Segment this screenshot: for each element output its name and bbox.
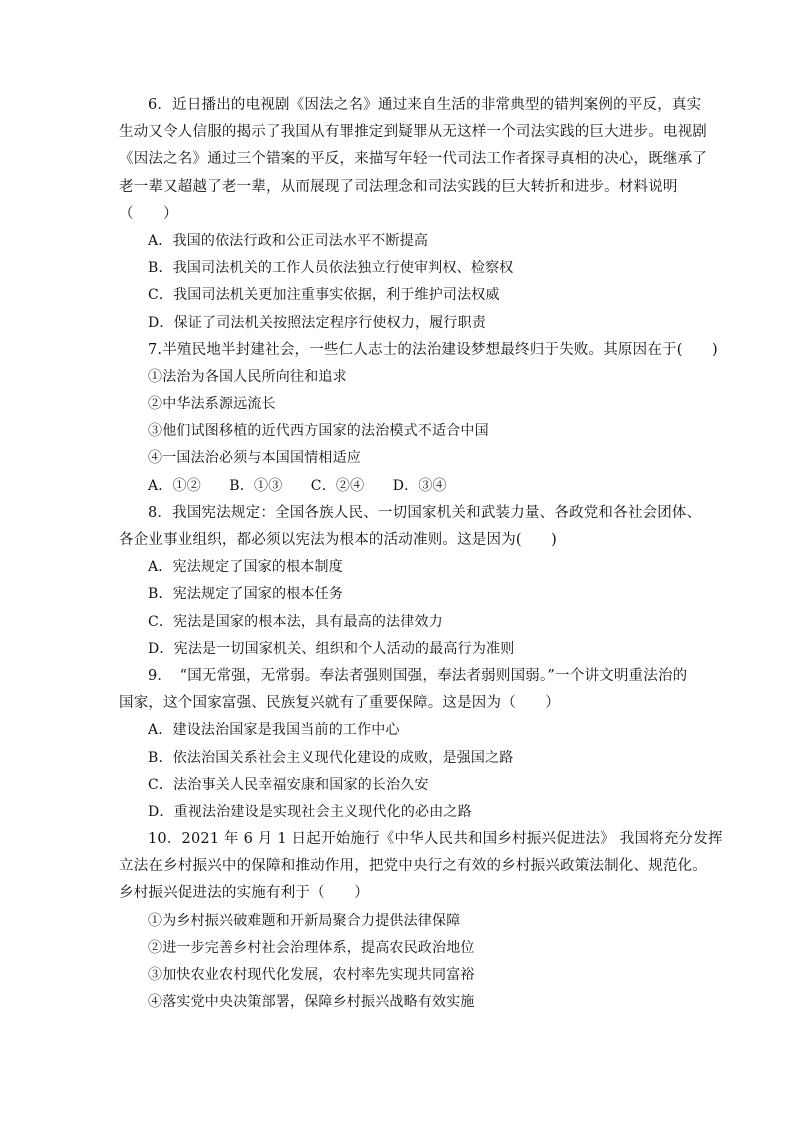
- question-9-option-d: D．重视法治建设是实现社会主义现代化的必由之路: [148, 803, 472, 820]
- question-7: [119, 337, 718, 500]
- question-10-stem-line-1: 10．2021 年 6 月 1 日起开始施行《中华人民共和国乡村振兴促进法》 我国将充分发挥: [148, 831, 723, 848]
- question-10: [119, 826, 723, 1016]
- question-6-option-d: D．保证了司法机关按照法定程序行使权力，履行职责: [148, 314, 487, 331]
- question-10-statement-2: ②进一步完善乡村社会治理体系，提高农民政治地位: [148, 939, 475, 956]
- question-7-choices: A．①② B．①③ C．②④ D．③④: [148, 477, 447, 494]
- question-6-answer-blank: （ ）: [119, 205, 178, 222]
- question-8-stem-line-1: 8．我国宪法规定：全国各族人民、一切国家机关和武装力量、各政党和各社会团体、: [148, 504, 702, 521]
- question-7-statement-4: ④一国法治必须与本国国情相适应: [148, 450, 361, 467]
- question-6-stem-line-2: 生动又令人信服的揭示了我国从有罪推定到疑罪从无这样一个司法实践的巨大进步。电视剧: [119, 124, 707, 141]
- question-6-stem-line-1: 6．近日播出的电视剧《因法之名》通过来自生活的非常典型的错判案例的平反，真实: [148, 97, 702, 113]
- question-9: [119, 663, 688, 826]
- question-10-statement-3: ③加快农业农村现代化发展，农村率先实现共同富裕: [148, 967, 475, 983]
- question-9-stem-line-1: 9． “国无常强，无常弱。奉法者强则国强，奉法者弱则国弱。”一个讲文明重法治的: [148, 667, 688, 684]
- question-10-stem-line-2: 立法在乡村振兴中的保障和推动作用，把党中央行之有效的乡村振兴政策法制化、规范化。: [119, 858, 707, 875]
- question-7-stem-line-1: 7.半殖民地半封建社会，一些仁人志士的法治建设梦想最终归于失败。其原因在于( ): [148, 341, 718, 358]
- question-list: [119, 92, 723, 1016]
- question-6-stem-line-4: 老一辈又超越了老一辈，从而展现了司法理念和司法实践的巨大转折和进步。材料说明: [119, 178, 678, 195]
- question-8-option-d: D．宪法是一切国家机关、组织和个人活动的最高行为准则: [148, 640, 515, 657]
- question-6: [119, 92, 707, 337]
- question-8-option-a: A．宪法规定了国家的根本制度: [148, 559, 343, 576]
- question-8-option-c: C．宪法是国家的根本法，具有最高的法律效力: [148, 613, 443, 630]
- question-7-statement-3: ③他们试图移植的近代西方国家的法治模式不适合中国: [148, 423, 489, 440]
- question-10-statement-4: ④落实党中央决策部署，保障乡村振兴战略有效实施: [148, 994, 475, 1011]
- question-8-option-b: B．宪法规定了国家的根本任务: [148, 586, 344, 603]
- question-8-stem-line-2: 各企业事业组织，都必须以宪法为根本的活动准则。这是因为( ): [119, 532, 558, 548]
- question-6-stem-line-3: 《因法之名》通过三个错案的平反，来描写年轻一代司法工作者探寻真相的决心，既继承了: [119, 151, 707, 168]
- question-6-option-c: C．我国司法机关更加注重事实依据，利于维护司法权威: [148, 287, 500, 304]
- question-9-stem-line-2: 国家，这个国家富强、民族复兴就有了重要保障。这是因为（ ）: [119, 695, 560, 712]
- question-9-option-c: C．法治事关人民幸福安康和国家的长治久安: [148, 776, 429, 793]
- question-7-statement-1: ①法治为各国人民所向往和追求: [148, 368, 347, 385]
- question-7-statement-2: ②中华法系源远流长: [148, 396, 276, 413]
- question-10-statement-1: ①为乡村振兴破难题和开新局聚合力提供法律保障: [148, 912, 461, 929]
- question-10-stem-line-3: 乡村振兴促进法的实施有利于（ ）: [119, 885, 369, 902]
- question-6-option-a: A．我国的依法行政和公正司法水平不断提高: [148, 232, 429, 249]
- question-9-option-a: A．建设法治国家是我国当前的工作中心: [148, 722, 400, 739]
- question-9-option-b: B．依法治国关系社会主义现代化建设的成败，是强国之路: [148, 749, 514, 766]
- question-6-option-b: B．我国司法机关的工作人员依法独立行使审判权、检察权: [148, 260, 514, 277]
- question-8: [119, 500, 702, 663]
